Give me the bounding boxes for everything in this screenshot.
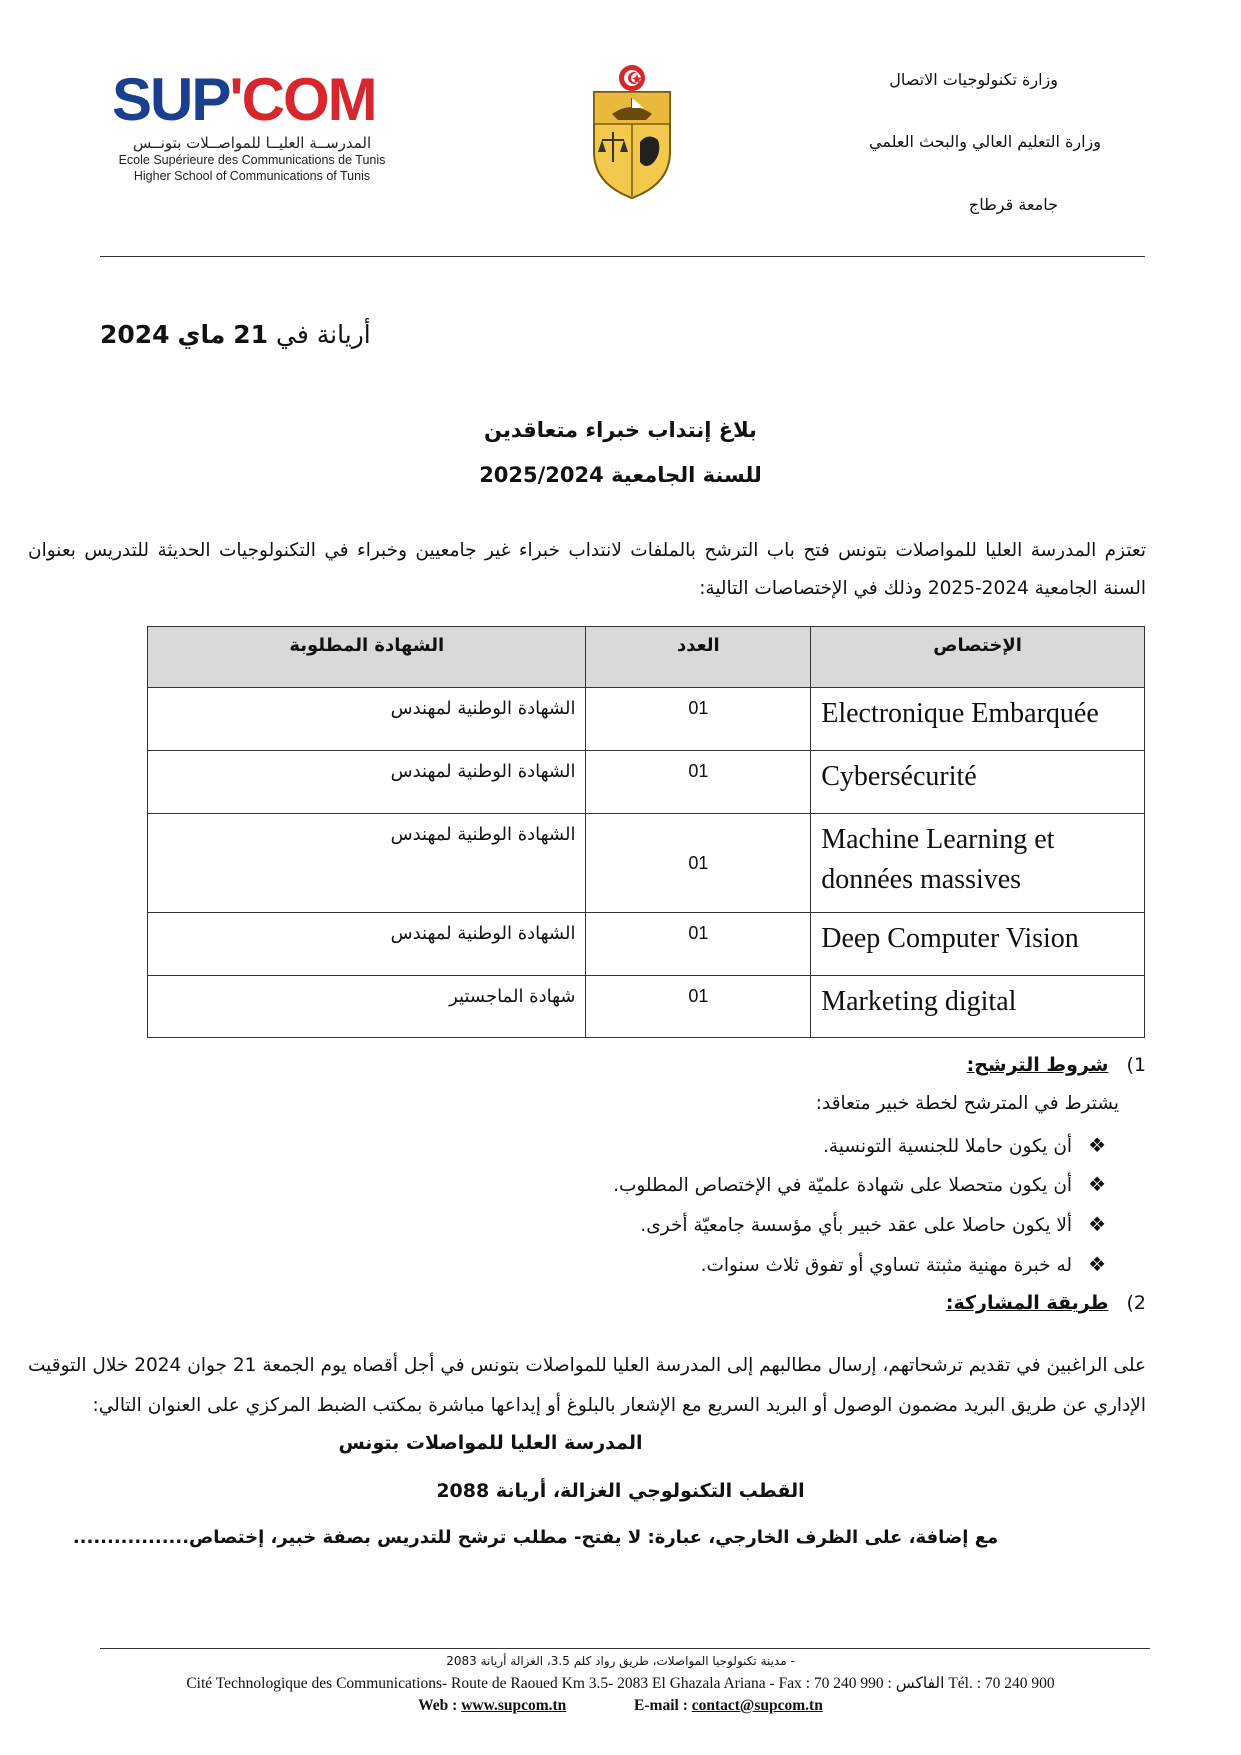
address-line-1: المدرسة العليا للمواصلات بتونس	[338, 1432, 643, 1454]
diamond-bullet-icon: ❖	[1088, 1252, 1106, 1276]
condition-item: ❖أن يكون حاملا للجنسية التونسية.	[823, 1133, 1106, 1157]
envelope-note: مع إضافة، على الظرف الخارجي، عبارة: لا يفتح- مطلب ترشح للتدريس بصفة خبير، إختصاص.................	[72, 1527, 999, 1548]
diamond-bullet-icon: ❖	[1088, 1133, 1106, 1157]
header-certificate: الشهادة المطلوبة	[148, 627, 586, 688]
logo-english-name: Higher School of Communications of Tunis	[133, 169, 371, 183]
website-link[interactable]: www.supcom.tn	[461, 1697, 567, 1714]
ministry-communications: وزارة تكنولوجيات الاتصال	[889, 70, 1058, 89]
footer-french-address: Cité Technologique des Communications- Route de Raoued Km 3.5- 2083 El Ghazala Ariana - Fax : 70 240 990 : الفاكس Tél. : 70 240 900	[186, 1675, 1055, 1692]
conditions-lead: يشترط في المترشح لخطة خبير متعاقد:	[815, 1093, 1119, 1114]
condition-item: ❖ألا يكون حاصلا على عقد خبير بأي مؤسسة جامعيّة أخرى.	[640, 1212, 1106, 1236]
table-row: الشهادة الوطنية لمهندس 01 Cybersécurité	[148, 751, 1145, 814]
condition-item: ❖أن يكون متحصلا على شهادة علميّة في الإختصاص المطلوب.	[613, 1172, 1106, 1196]
header-divider	[100, 256, 1145, 257]
tunisia-coat-of-arms-icon	[582, 62, 682, 202]
logo-arabic-name: المدرســة العليــا للمواصــلات بتونــس	[132, 134, 372, 152]
footer-contacts: Web : www.supcom.tn E-mail : contact@supcom.tn	[418, 1697, 823, 1714]
ministry-higher-education: وزارة التعليم العالي والبحث العلمي	[869, 132, 1101, 151]
participation-heading: 2)طريقة المشاركة:	[945, 1292, 1146, 1314]
intro-paragraph: تعتزم المدرسة العليا للمواصلات بتونس فتح باب الترشح بالملفات لانتداب خبراء غير جامعيين وخبراء في التكنولوجيات الحديثة للتدريس بعنوان السنة الجامعية 2024-2025 وذلك في الإختصاصات التالية:	[28, 540, 1146, 599]
conditions-heading: 1)شروط الترشح:	[966, 1054, 1146, 1076]
header-count: العدد	[586, 627, 811, 688]
academic-year: للسنة الجامعية 2025/2024	[479, 463, 762, 487]
diamond-bullet-icon: ❖	[1088, 1212, 1106, 1236]
table-row: الشهادة الوطنية لمهندس 01 Machine Learning et données massives	[148, 814, 1145, 913]
condition-item: ❖له خبرة مهنية مثبتة تساوي أو تفوق ثلاث سنوات.	[700, 1252, 1106, 1276]
date-line: أريانة في 21 ماي 2024	[100, 320, 371, 349]
address-line-2: القطب التكنولوجي الغزالة، أريانة 2088	[436, 1480, 805, 1502]
logo-wordmark: SUP'COM	[112, 66, 376, 133]
table-row: الشهادة الوطنية لمهندس 01 Electronique Embarquée	[148, 688, 1145, 751]
university-carthage: جامعة قرطاج	[968, 195, 1058, 214]
table-header-row	[148, 627, 1145, 688]
footer-arabic-address: - مدينة تكنولوجيا المواصلات، طريق رواد كلم 3.5، الغزالة أريانة 2083	[446, 1654, 795, 1668]
diamond-bullet-icon: ❖	[1088, 1172, 1106, 1196]
table-row: شهادة الماجستير 01 Marketing digital	[148, 976, 1145, 1038]
specialties-table	[147, 626, 1145, 1038]
table-row: الشهادة الوطنية لمهندس 01 Deep Computer Vision	[148, 913, 1145, 976]
footer-divider	[100, 1648, 1150, 1649]
supcom-logo	[112, 66, 432, 200]
announcement-title: بلاغ إنتداب خبراء متعاقدين	[484, 418, 757, 442]
participation-paragraph: على الراغبين في تقديم ترشحاتهم، إرسال مطالبهم إلى المدرسة العليا للمواصلات بتونس في أجل أقصاه يوم الجمعة 21 جوان 2024 خلال التوقيت الإداري عن طريق البريد مضمون الوصول أو البريد السريع مع الإشعار بالبلوغ أو إيداعها مباشرة بمكتب الضبط المركزي على العنوان التالي:	[28, 1355, 1147, 1416]
logo-french-name: Ecole Supérieure des Communications de Tunis	[118, 153, 386, 167]
email-link[interactable]: contact@supcom.tn	[691, 1697, 823, 1714]
header-specialty: الإختصاص	[811, 627, 1145, 688]
